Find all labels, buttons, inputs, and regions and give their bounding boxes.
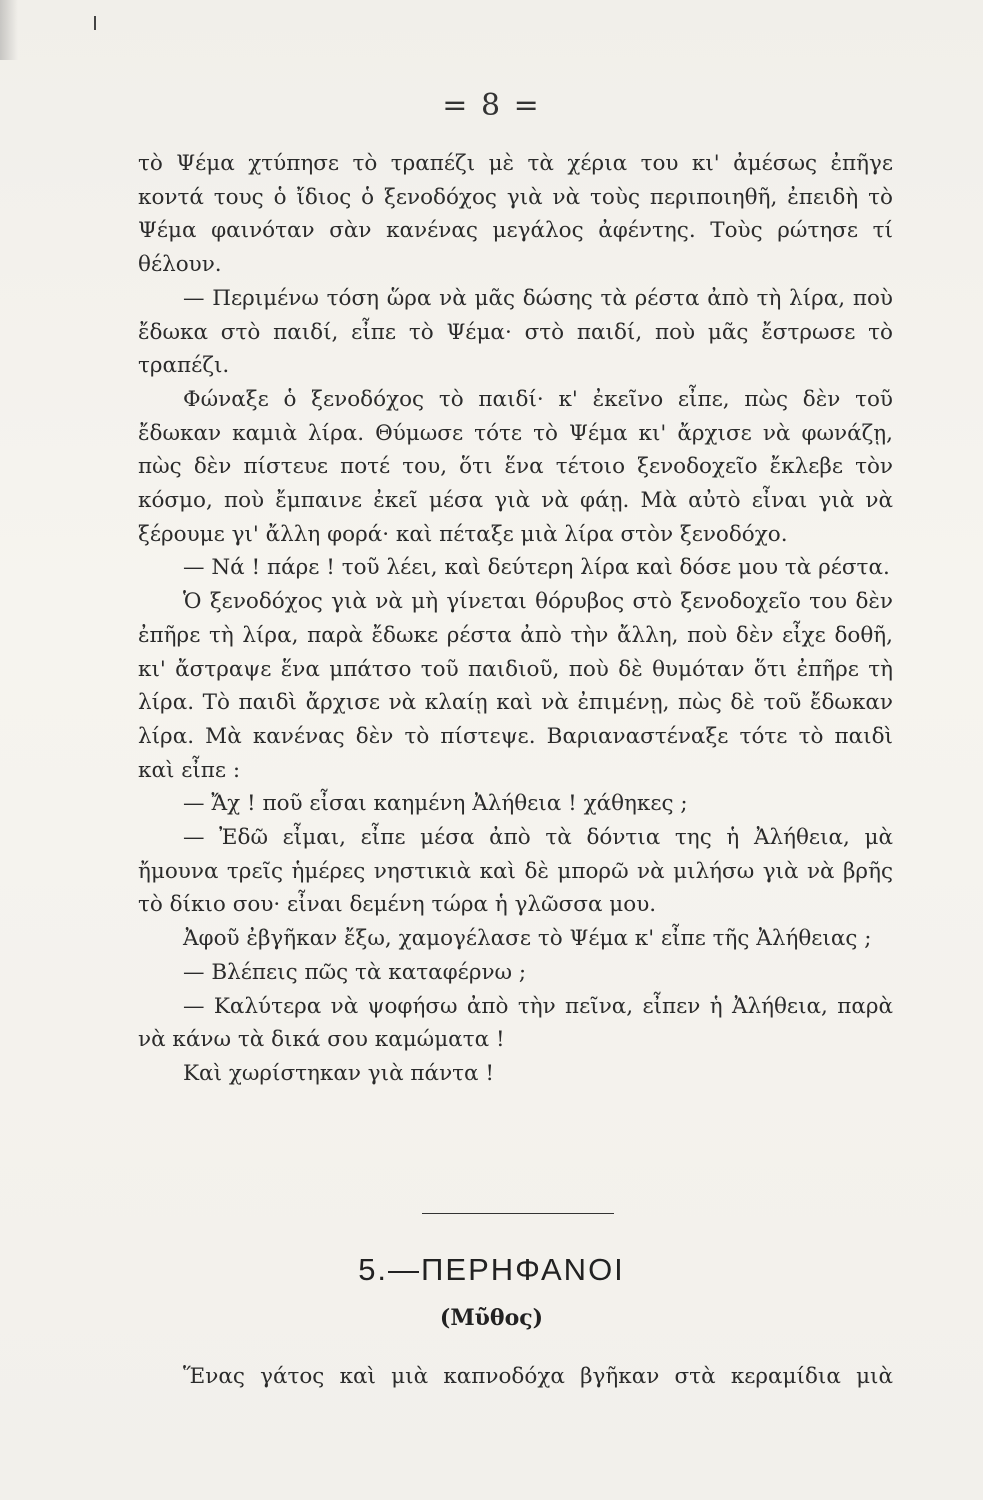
page-edge-shadow bbox=[0, 0, 18, 60]
paragraph: Φώναξε ὁ ξενοδόχος τὸ παιδί· κ' ἐκεῖνο εἶπε, πὼς δὲν τοῦ ἔδωκαν καμιὰ λίρα. Θύμωσε τότε τὸ Ψέμα κι' ἄρχισε νὰ φωνάζῃ, πὼς δὲν πίστευε ποτέ του, ὅτι ἕνα τέτοιο ξενοδοχεῖο ἔκλεβε τὸν κόσμο, ποὺ ἔμπαινε ἐκεῖ μέσα γιὰ νὰ φάῃ. Μὰ αὐτὸ εἶναι γιὰ νὰ ξέρουμε γι' ἄλλη φορά· καὶ πέταξε μιὰ λίρα στὸν ξενοδόχο. bbox=[138, 386, 893, 547]
section-subtitle: (Μῦθος) bbox=[439, 1305, 544, 1331]
paragraph: Καὶ χωρίστηκαν γιὰ πάντα ! bbox=[183, 1060, 495, 1086]
paragraph: τὸ Ψέμα χτύπησε τὸ τραπέζι μὲ τὰ χέρια του κι' ἀμέσως ἐπῆγε κοντά τους ὁ ἴδιος ὁ ξενοδόχος γιὰ νὰ τοὺς περιποιηθῆ, ἐπειδὴ τὸ Ψέμα φαινόταν σὰν κανένας μεγάλος ἀφέντης. Τοὺς ρώτησε τί θέλουν. bbox=[138, 151, 893, 278]
paragraph: — Καλύτερα νὰ ψοφήσω ἀπὸ τὴν πεῖνα, εἶπεν ἡ Ἀλήθεια, παρὰ νὰ κάνω τὰ δικά σου καμώματα ! bbox=[138, 993, 893, 1053]
paragraph: — Ἄχ ! ποῦ εἶσαι καημένη Ἀλήθεια ! χάθηκες ; bbox=[183, 791, 688, 817]
paragraph: Ὁ ξενοδόχος γιὰ νὰ μὴ γίνεται θόρυβος στὸ ξενοδοχεῖο του δὲν ἐπῆρε τὴ λίρα, παρὰ ἔδωκε ρέστα ἀπὸ τὴν ἄλλη, ποὺ δὲν εἶχε δοθῆ, κι' ἄστραψε ἕνα μπάτσο τοῦ παιδιοῦ, ποὺ δὲ θυμόταν ὅτι ἐπῆρε τὴ λίρα. Τὸ παιδὶ ἄρχισε νὰ κλαίῃ καὶ νὰ ἐπιμένῃ, πὼς δὲ τοῦ ἔδωκαν λίρα. Μὰ κανένας δὲν τὸ πίστεψε. Βαριαναστέναξε τότε τὸ παιδὶ καὶ εἶπε : bbox=[138, 589, 893, 783]
paragraph: — Νά ! πάρε ! τοῦ λέει, καὶ δεύτερη λίρα καὶ δόσε μου τὰ ρέστα. bbox=[183, 555, 890, 581]
paragraph: — Ἐδῶ εἶμαι, εἶπε μέσα ἀπὸ τὰ δόντια της ἡ Ἀλήθεια, μὰ ἤμουνα τρεῖς ἡμέρες νηστικιὰ καὶ δὲ μπορῶ νὰ μιλήσω γιὰ νὰ βρῆς τὸ δίκιο σου· εἶναι δεμένη τώρα ἡ γλῶσσα μου. bbox=[138, 825, 893, 918]
paragraph: — Βλέπεις πῶς τὰ καταφέρνω ; bbox=[183, 959, 527, 985]
margin-mark bbox=[94, 16, 96, 30]
paragraph: Ἕνας γάτος καὶ μιὰ καπνοδόχα βγῆκαν στὰ κεραμίδια μιὰ bbox=[183, 1364, 893, 1389]
fable-text bbox=[138, 1360, 893, 1394]
paragraph: — Περιμένω τόση ὥρα νὰ μᾶς δώσης τὰ ρέστα ἀπὸ τὴ λίρα, ποὺ ἔδωκα στὸ παιδί, εἶπε τὸ Ψέμα· στὸ παιδί, ποὺ μᾶς ἔστρωσε τὸ τραπέζι. bbox=[138, 285, 893, 379]
section-title: 5.—ΠΕΡΗΦΑΝΟΙ bbox=[358, 1252, 625, 1287]
story-text bbox=[138, 147, 893, 1091]
section-divider bbox=[422, 1213, 614, 1214]
paragraph: Ἀφοῦ ἐβγῆκαν ἔξω, χαμογέλασε τὸ Ψέμα κ' εἶπε τῆς Ἀλήθειας ; bbox=[183, 926, 872, 952]
page-number: = 8 = bbox=[442, 88, 541, 123]
